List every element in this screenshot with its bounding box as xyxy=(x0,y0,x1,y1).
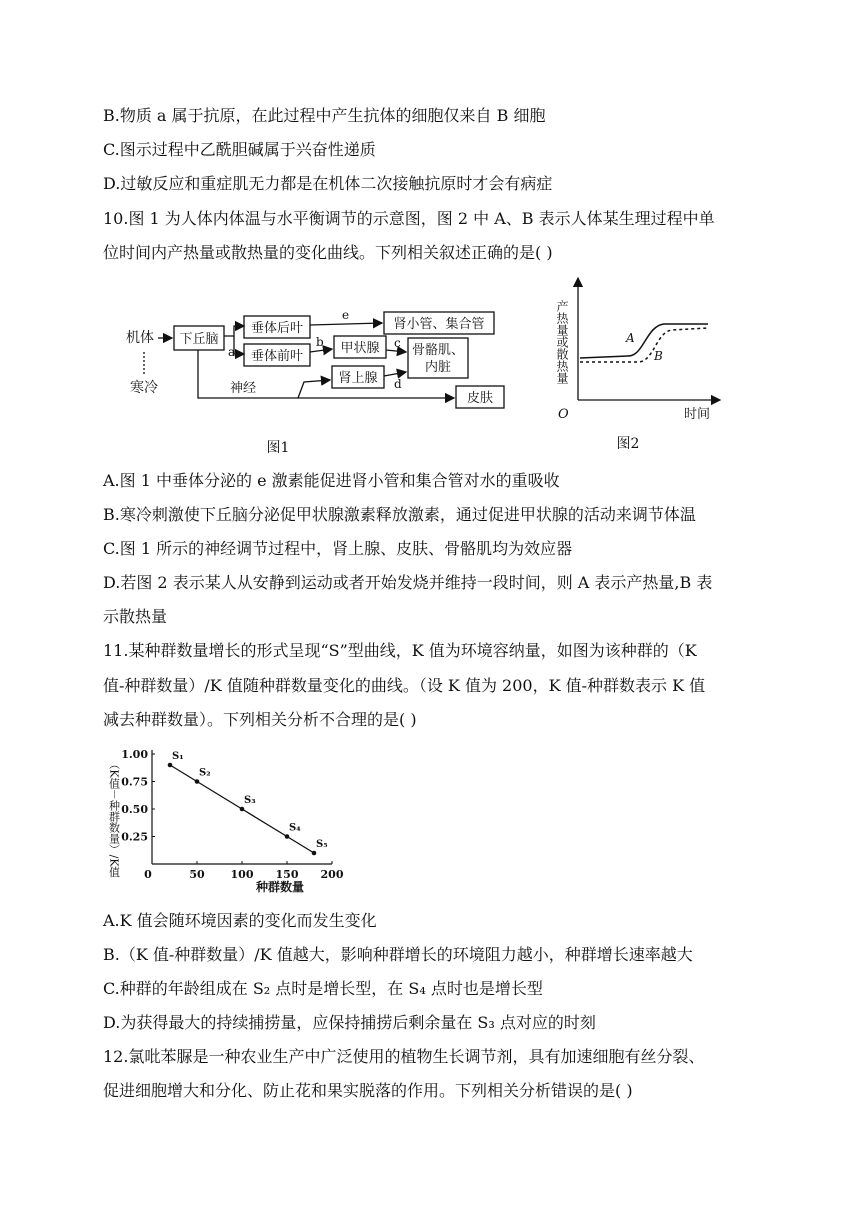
q10-option-d-cont: 示散热量 xyxy=(103,607,168,626)
fig1-label-muscle-2: 内脏 xyxy=(424,360,452,375)
fig1-label-adrenal: 肾上腺 xyxy=(338,371,378,386)
q10-option-a: A.图 1 中垂体分泌的 e 激素能促进肾小管和集合管对水的重吸收 xyxy=(103,471,560,490)
q9-option-d: D.过敏反应和重症肌无力都是在机体二次接触抗原时才会有病症 xyxy=(103,174,553,193)
q10-option-c: C.图 1 所示的神经调节过程中，肾上腺、皮肤、骨骼肌均为效应器 xyxy=(103,539,573,558)
q11-point-label: S₃ xyxy=(244,795,256,806)
q11-point xyxy=(312,851,317,856)
fig1-label-thyroid: 甲状腺 xyxy=(340,341,380,356)
q11-stem-line-1: 11.某种群数量增长的形式呈现“S”型曲线，K 值为环境容纳量，如图为该种群的（K xyxy=(103,641,697,660)
q11-chart xyxy=(100,738,350,898)
fig1-caption: 图1 xyxy=(266,440,290,456)
q10-option-b: B.寒冷刺激使下丘脑分泌促甲状腺激素释放激素，通过促进甲状腺的活动来调节体温 xyxy=(103,505,696,524)
fig1-label-hypothalamus: 下丘脑 xyxy=(179,332,219,347)
fig1-label-b: b xyxy=(316,335,324,349)
q11-point-label: S₁ xyxy=(172,751,184,762)
q11-point-label: S₄ xyxy=(289,822,301,834)
fig2-label-a: A xyxy=(626,331,635,345)
q11-point-label: S₅ xyxy=(316,839,328,850)
q11-option-d: D.为获得最大的持续捕捞量，应保持捕捞后剩余量在 S₃ 点对应的时刻 xyxy=(103,1013,596,1032)
q12-stem-line-2: 促进细胞增大和分化、防止花和果实脱落的作用。下列相关分析错误的是( ) xyxy=(103,1081,633,1100)
fig1-label-nerve: 神经 xyxy=(230,381,257,396)
fig1-label-muscle-1: 骨骼肌、 xyxy=(411,343,465,358)
q11-point xyxy=(285,834,290,839)
q11-x-tick-label: 150 xyxy=(275,868,299,881)
fig1-label-kidney: 肾小管、集合管 xyxy=(393,317,485,332)
q11-y-tick-label: 0.75 xyxy=(121,775,148,789)
q11-option-b: B.（K 值-种群数量）/K 值越大，影响种群增长的环境阻力越小，种群增长速率越大 xyxy=(103,945,693,964)
q11-x-tick-label: 100 xyxy=(230,868,254,881)
q11-stem-line-3: 减去种群数量）。下列相关分析不合理的是( ) xyxy=(103,710,417,729)
q11-point-label: S₂ xyxy=(199,767,211,779)
fig2-ylabel: 产热量或散热量 xyxy=(555,300,569,384)
fig2-label-b: B xyxy=(654,349,663,363)
fig2-curve-a xyxy=(580,324,708,358)
q12-stem-line-1: 12.氯吡苯脲是一种农业生产中广泛使用的植物生长调节剂，具有加速细胞有丝分裂、 xyxy=(103,1047,705,1066)
fig1-label-a: a xyxy=(228,345,236,359)
fig1-label-ant-pituitary: 垂体前叶 xyxy=(250,349,304,364)
q10-stem-line-2: 位时间内产热量或散热量的变化曲线。下列相关叙述正确的是( ) xyxy=(103,243,553,262)
fig1-label-e: e xyxy=(342,308,350,322)
q10-figure-1-diagram xyxy=(118,292,518,462)
fig2-origin: O xyxy=(558,407,569,422)
fig2-xlabel: 时间 xyxy=(684,407,711,422)
fig1-label-cold: 寒冷 xyxy=(130,380,158,396)
q11-ylabel: （K值－种群数量）/K值 xyxy=(107,758,121,878)
q11-option-a: A.K 值会随环境因素的变化而发生变化 xyxy=(103,911,377,930)
fig1-label-c: c xyxy=(394,336,401,350)
q10-option-d: D.若图 2 表示某人从安静到运动或者开始发烧并维持一段时间，则 A 表示产热量,B 表 xyxy=(103,573,713,592)
q11-point xyxy=(240,807,245,812)
q11-option-c: C.种群的年龄组成在 S₂ 点时是增长型，在 S₄ 点时也是增长型 xyxy=(103,979,543,998)
q11-y-tick-label: 0.50 xyxy=(121,803,148,816)
q11-x-tick-label: 200 xyxy=(320,868,344,881)
q11-stem-line-2: 值-种群数量）/K 值随种群数量变化的曲线。（设 K 值为 200，K 值-种群数表示 K 值 xyxy=(103,676,706,695)
fig1-label-d: d xyxy=(394,377,402,391)
q11-y-tick-label: 0.25 xyxy=(121,830,148,844)
fig1-label-body: 机体 xyxy=(126,330,154,346)
q11-x-tick-label: 0 xyxy=(144,868,152,881)
q9-option-c: C.图示过程中乙酰胆碱属于兴奋性递质 xyxy=(103,140,376,159)
q10-figure-2-chart xyxy=(548,272,728,452)
fig2-caption: 图2 xyxy=(616,436,640,452)
q11-point xyxy=(168,763,173,768)
q11-point xyxy=(195,779,200,784)
q11-x-tick-label: 50 xyxy=(189,868,205,881)
q10-stem-line-1: 10.图 1 为人体内体温与水平衡调节的示意图，图 2 中 A、B 表示人体某生理过程中单 xyxy=(103,209,715,228)
q9-option-b: B.物质 a 属于抗原，在此过程中产生抗体的细胞仅来自 B 细胞 xyxy=(103,106,546,125)
fig1-label-skin: 皮肤 xyxy=(466,391,494,406)
q11-y-tick-label: 1.00 xyxy=(121,748,148,761)
fig1-label-post-pituitary: 垂体后叶 xyxy=(250,321,304,336)
q11-xlabel: 种群数量 xyxy=(255,880,305,894)
